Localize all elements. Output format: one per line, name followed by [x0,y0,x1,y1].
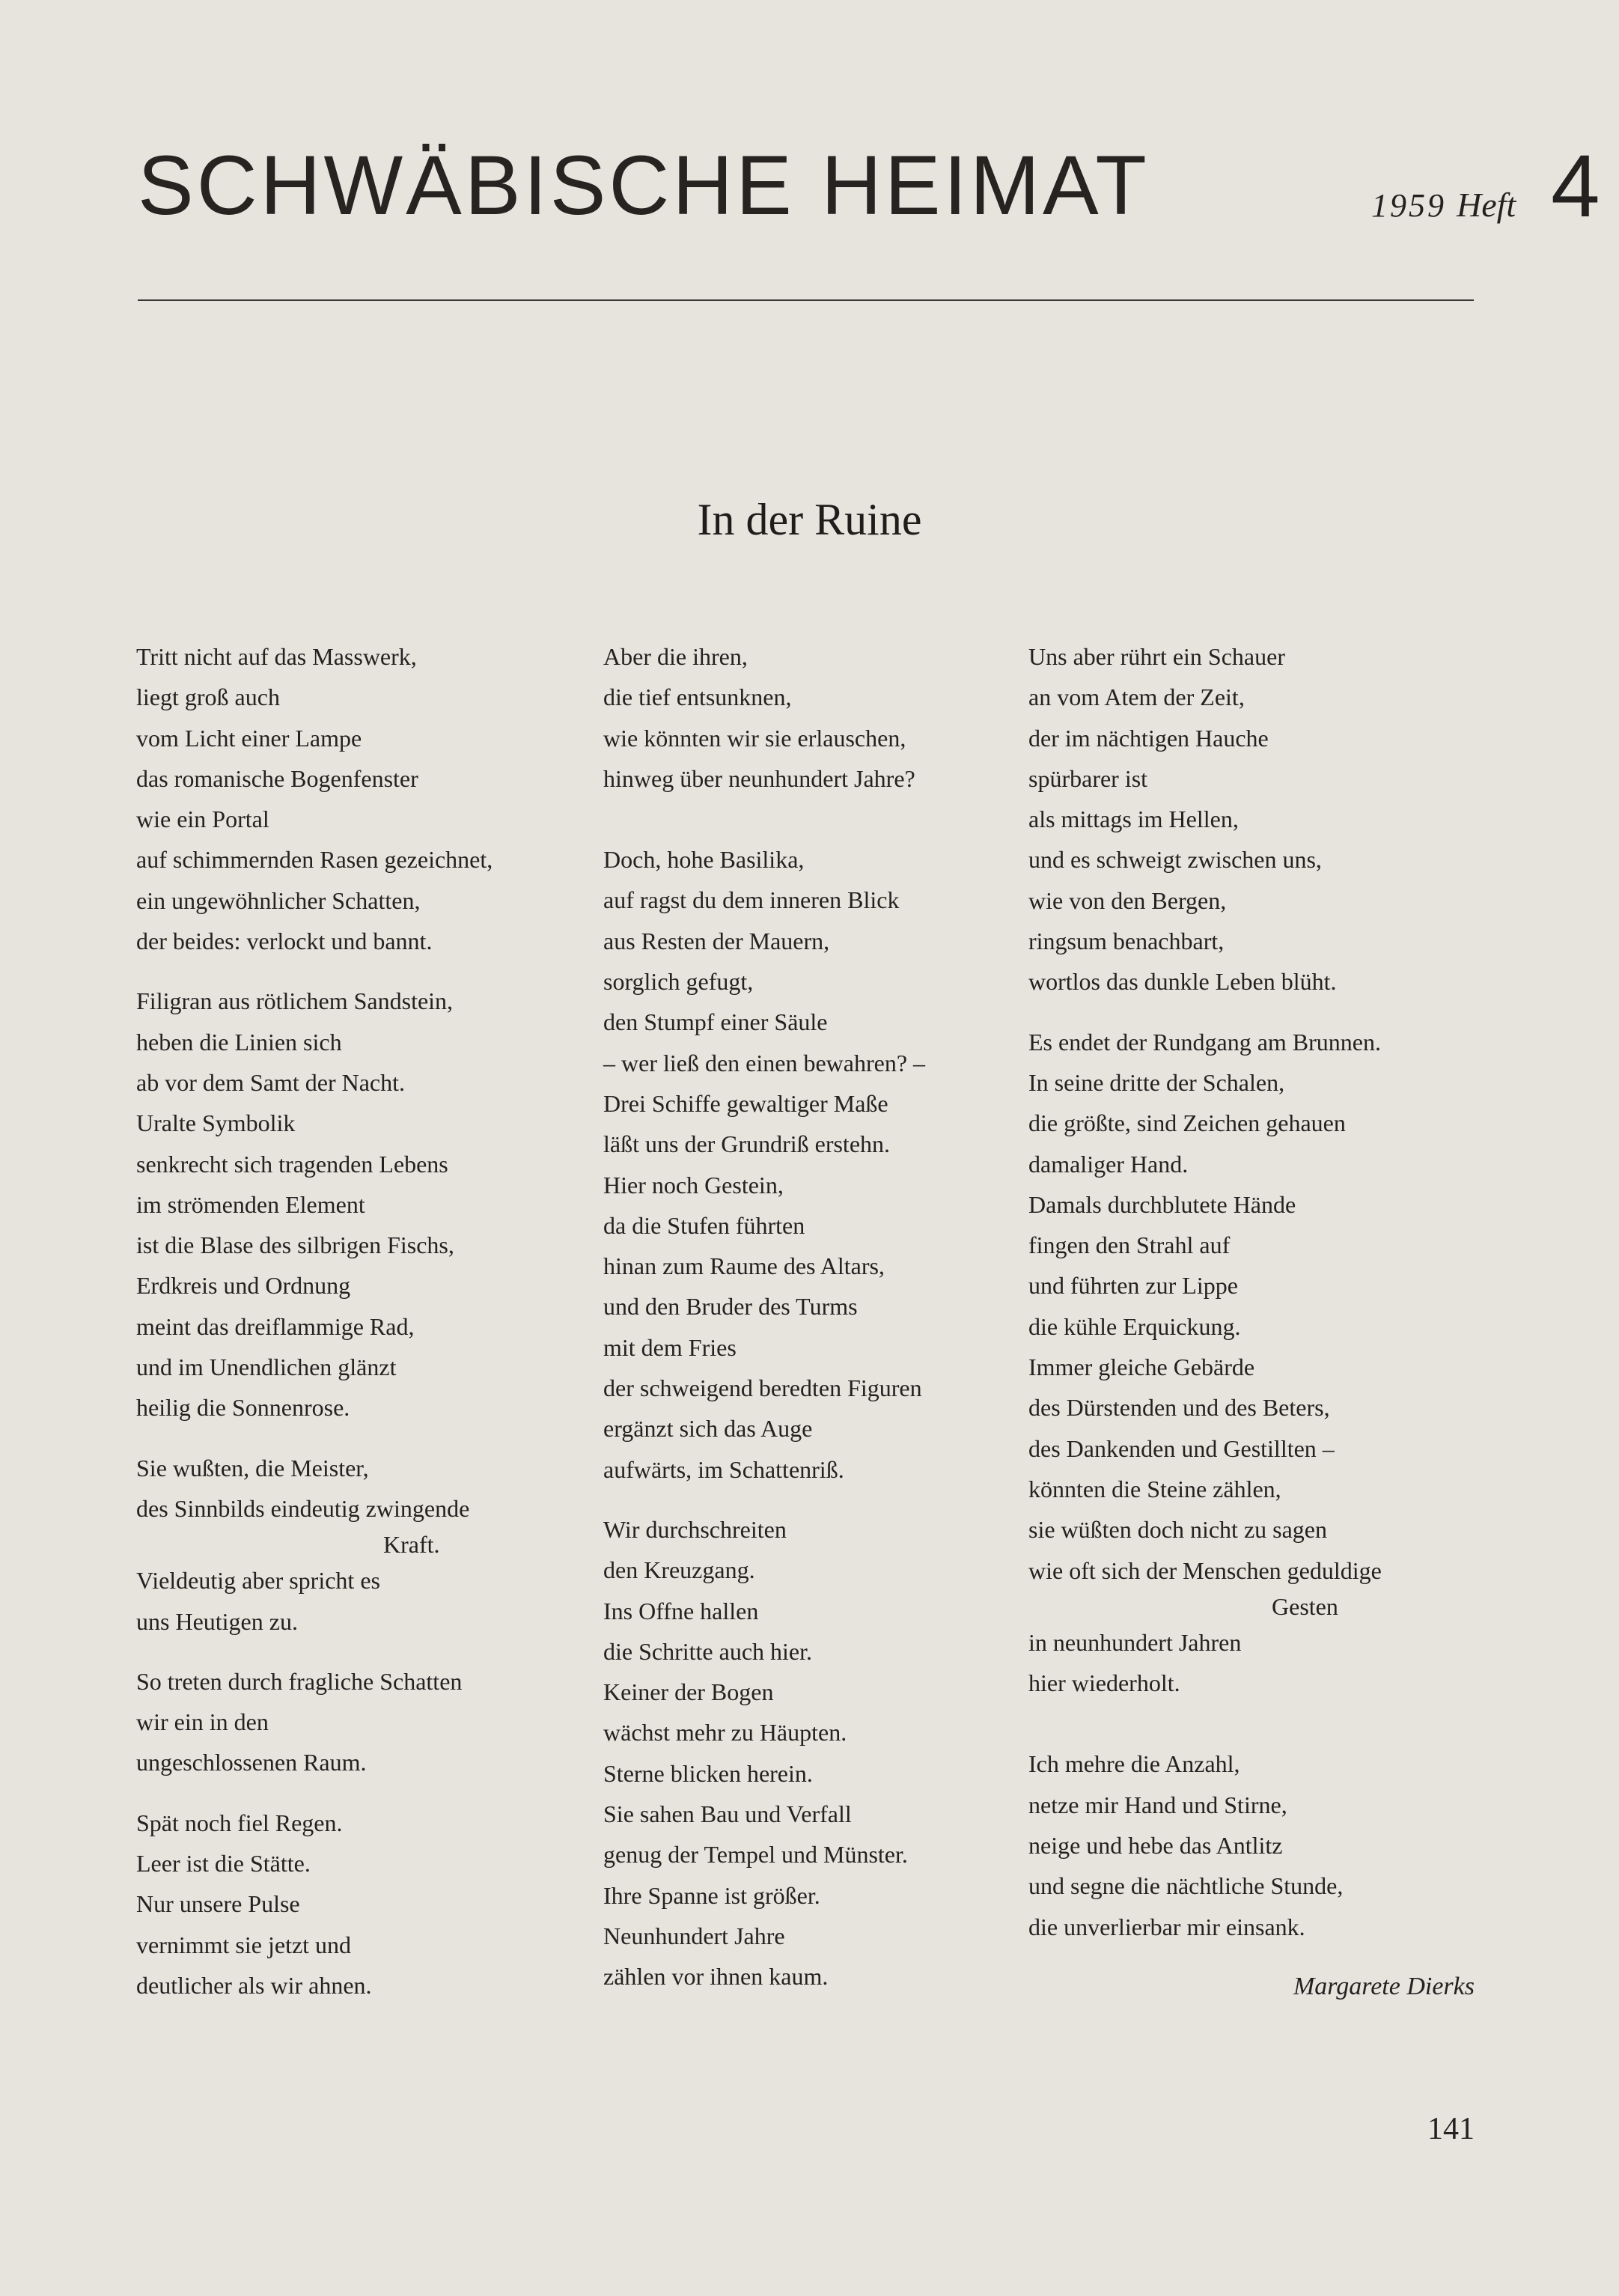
poem-line: die Schritte auch hier. [603,1637,813,1665]
poem-line: des Sinnbilds eindeutig zwingende [136,1494,470,1522]
stanza [136,636,570,961]
poem-line: auf ragst du dem inneren Blick [603,886,900,914]
poem-line: vom Licht einer Lampe [136,724,362,752]
poem-line: zählen vor ihnen kaum. [603,1963,829,1991]
poem-line: an vom Atem der Zeit, [1028,683,1245,711]
poem-line: senkrecht sich tragenden Lebens [136,1150,448,1178]
poem-line: Filigran aus rötlichem Sandstein, [136,987,454,1015]
poem-line: als mittags im Hellen, [1028,806,1239,833]
poem-line: Uns aber rührt ein Schauer [1028,643,1285,670]
poem-line: der schweigend beredten Figuren [603,1374,922,1402]
poem-line: Spät noch fiel Regen. [136,1809,343,1836]
poem-line: ergänzt sich das Auge [603,1415,813,1443]
issue-number: 4 [1551,137,1600,236]
poem-line: meint das dreiflammige Rad, [136,1312,415,1340]
magazine-title: SCHWÄBISCHE HEIMAT [138,138,1150,232]
poem-line: Vieldeutig aber spricht es [136,1567,380,1595]
poem-line: liegt groß auch [136,683,280,711]
poem-line: Immer gleiche Gebärde [1028,1353,1255,1381]
poem-line: wortlos das dunkle Leben blüht. [1028,968,1337,996]
poem-line: fingen den Strahl auf [1028,1231,1231,1259]
poem-line: und den Bruder des Turms [603,1293,858,1321]
poem-line: die kühle Erquickung. [1028,1312,1241,1340]
poem-line: im strömenden Element [136,1190,365,1218]
poem-line: Sie sahen Bau und Verfall [603,1800,852,1828]
poem-line: aus Resten der Mauern, [603,927,830,954]
poem-line: ab vor dem Samt der Nacht. [136,1068,405,1096]
stanza [603,636,1007,799]
poem-line: wie könnten wir sie erlauschen, [603,724,906,752]
heft-label: Heft [1457,186,1516,224]
issue-year: 1959 [1371,187,1446,224]
poem-line: Ihre Spanne ist größer. [603,1881,820,1909]
poem-line: genug der Tempel und Münster. [603,1841,908,1869]
poem-line: da die Stufen führten [603,1211,805,1239]
poem-line: das romanische Bogenfenster [136,764,418,792]
poem-column-3 [1028,636,1478,1967]
poem-line: hinan zum Raume des Altars, [603,1252,885,1280]
poem-line: Keiner der Bogen [603,1678,774,1706]
poem-line: in neunhundert Jahren [1028,1628,1242,1656]
poem-line: auf schimmernden Rasen gezeichnet, [136,846,493,874]
poem-line: uns Heutigen zu. [136,1607,298,1635]
poem-line: heilig die Sonnenrose. [136,1394,350,1422]
poem-line: ein ungewöhnlicher Schatten, [136,886,421,914]
stanza [1028,1744,1478,1946]
poem-line: des Dankenden und Gestillten – [1028,1434,1335,1462]
poem-line: Ich mehre die Anzahl, [1028,1750,1240,1778]
poem-line: aufwärts, im Schattenriß. [603,1455,844,1483]
stanza [1028,1022,1478,1704]
poem-line: Sterne blicken herein. [603,1759,813,1787]
poem-line: Sie wußten, die Meister, [136,1454,369,1482]
poem-line: Hier noch Gestein, [603,1171,784,1199]
poem-title: In der Ruine [697,495,922,544]
poem-line: ringsum benachbart, [1028,928,1225,955]
poem-line-continuation: Gesten [1272,1592,1338,1620]
poem-line: die tief entsunknen, [603,683,792,711]
poem-line: und es schweigt zwischen uns, [1028,846,1322,874]
poem-line: ist die Blase des silbrigen Fischs, [136,1231,454,1259]
poem-line: heben die Linien sich [136,1028,342,1056]
poem-line-continuation: Kraft. [383,1531,440,1559]
poem-line: Damals durchblutete Hände [1028,1190,1296,1218]
poem-line: deutlicher als wir ahnen. [136,1971,372,1999]
masthead [138,137,1600,236]
poem-line: Neunhundert Jahre [603,1922,785,1949]
poem-line: vernimmt sie jetzt und [136,1931,352,1958]
poem-line: der beides: verlockt und bannt. [136,928,433,955]
poem-line: In seine dritte der Schalen, [1028,1068,1285,1096]
poem-line: der im nächtigen Hauche [1028,724,1269,752]
poem-line: So treten durch fragliche Schatten [136,1667,463,1695]
masthead-rule [138,299,1474,301]
poem-line: sie wüßten doch nicht zu sagen [1028,1516,1327,1544]
stanza [603,839,1007,1490]
poem-line: hinweg über neunhundert Jahre? [603,764,915,792]
poem-line: wie oft sich der Menschen geduldige [1028,1556,1382,1584]
poem-line: Ins Offne hallen [603,1597,759,1624]
poem-line: neige und hebe das Antlitz [1028,1832,1283,1860]
poem-line: und segne die nächtliche Stunde, [1028,1872,1344,1900]
poem-line: Erdkreis und Ordnung [136,1272,351,1300]
poem-column-2 [603,636,1007,2017]
poem-line: Wir durchschreiten [603,1515,787,1543]
poem-column-1 [136,636,570,2025]
poem-line: den Kreuzgang. [603,1556,755,1584]
poem-line: des Dürstenden und des Beters, [1028,1394,1330,1422]
poem-line: netze mir Hand und Stirne, [1028,1791,1287,1818]
poem-line: sorglich gefugt, [603,968,754,996]
poem-line: wie von den Bergen, [1028,886,1227,914]
poem-line: Tritt nicht auf das Masswerk, [136,643,417,670]
poem-line: Drei Schiffe gewaltiger Maße [603,1089,888,1117]
stanza [136,1661,570,1783]
poem-line: ungeschlossenen Raum. [136,1749,367,1776]
poem-line: spürbarer ist [1028,764,1148,792]
poem-line: läßt uns der Grundriß erstehn. [603,1130,891,1158]
poem-line: könnten die Steine zählen, [1028,1475,1281,1502]
poem-line: damaliger Hand. [1028,1150,1189,1178]
poem-line: wächst mehr zu Häupten. [603,1719,847,1747]
poem-line: die unverlierbar mir einsank. [1028,1913,1305,1940]
stanza [603,1509,1007,1997]
poem-line: Uralte Symbolik [136,1109,296,1137]
stanza [1028,636,1478,1002]
poem-line: und führten zur Lippe [1028,1272,1238,1300]
poem-line: Nur unsere Pulse [136,1890,300,1918]
stanza [136,981,570,1428]
poem-line: Doch, hohe Basilika, [603,846,805,874]
poem-author: Margarete Dierks [1293,1973,1475,2000]
poem-line: – wer ließ den einen bewahren? – [603,1049,926,1077]
poem-line: mit dem Fries [603,1333,737,1361]
poem-line: Leer ist die Stätte. [136,1850,311,1878]
poem-line: wie ein Portal [136,806,269,833]
page-number: 141 [1427,2112,1475,2146]
stanza [136,1803,570,2006]
poem-line: wir ein in den [136,1708,269,1736]
poem-line: Aber die ihren, [603,643,748,670]
stanza [136,1448,570,1642]
poem-line: den Stumpf einer Säule [603,1008,828,1036]
poem-line: Es endet der Rundgang am Brunnen. [1028,1028,1381,1056]
poem-line: die größte, sind Zeichen gehauen [1028,1109,1346,1137]
poem-line: hier wiederholt. [1028,1669,1180,1697]
poem-line: und im Unendlichen glänzt [136,1353,397,1381]
